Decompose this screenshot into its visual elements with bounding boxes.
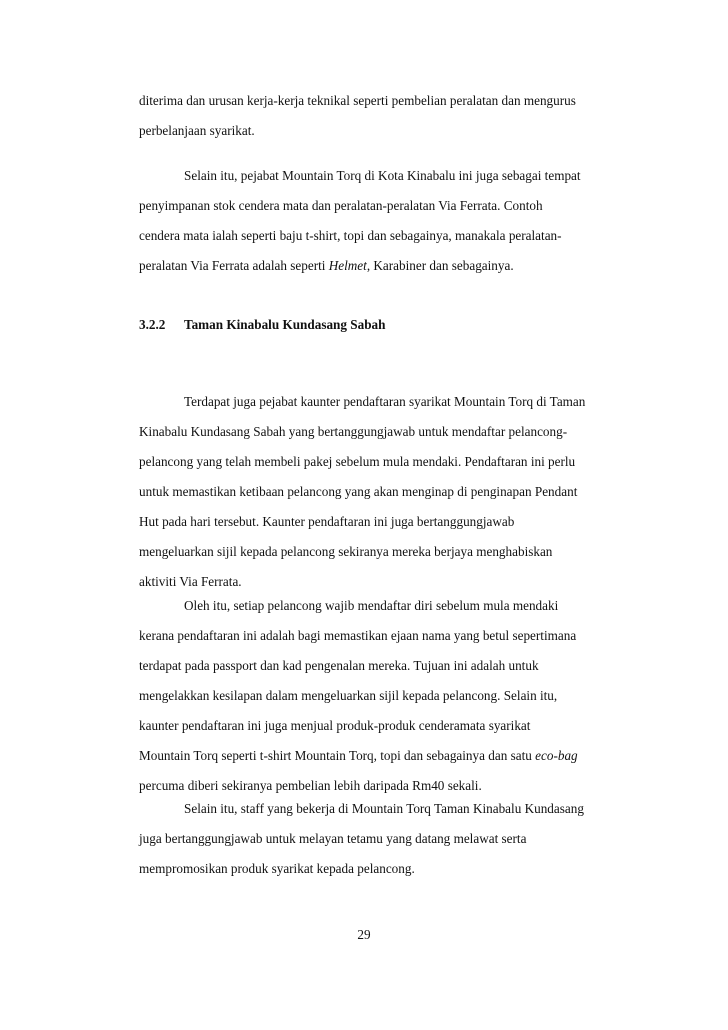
text-line: pelancong yang telah membeli pakej sebelum mula mendaki. Pendaftaran ini perlu (139, 454, 576, 469)
section-title: Taman Kinabalu Kundasang Sabah (184, 317, 386, 332)
text-line: Terdapat juga pejabat kaunter pendaftaran syarikat Mountain Torq di Taman (184, 394, 586, 409)
text-line: kerana pendaftaran ini adalah bagi memastikan ejaan nama yang betul sepertimana (139, 628, 577, 643)
text-line: aktiviti Via Ferrata. (139, 574, 242, 589)
text-line: perbelanjaan syarikat. (139, 123, 255, 138)
page-number: 29 (357, 927, 371, 942)
section-heading (139, 314, 385, 336)
text-line: untuk memastikan ketibaan pelancong yang akan menginap di penginapan Pendant (139, 484, 578, 499)
text-segment: , Karabiner dan sebagainya. (366, 258, 514, 273)
text-line: mengeluarkan sijil kepada pelancong sekiranya mereka berjaya menghabiskan (139, 544, 553, 559)
text-line: Selain itu, staff yang bekerja di Mountain Torq Taman Kinabalu Kundasang (184, 801, 584, 816)
text-line: cendera mata ialah seperti baju t-shirt, topi dan sebagainya, manakala peralatan- (139, 228, 562, 243)
text-line (139, 251, 644, 281)
text-line: penyimpanan stok cendera mata dan peralatan-peralatan Via Ferrata. Contoh (139, 198, 543, 213)
text-line: mengelakkan kesilapan dalam mengeluarkan sijil kepada pelancong. Selain itu, (139, 688, 558, 703)
section-number: 3.2.2 (139, 317, 166, 332)
paragraph-5 (139, 794, 644, 884)
text-line: juga bertanggungjawab untuk melayan tetamu yang datang melawat serta (139, 831, 527, 846)
text-line: kaunter pendaftaran ini juga menjual produk-produk cenderamata syarikat (139, 718, 531, 733)
text-segment: Mountain Torq seperti t-shirt Mountain Torq, topi dan sebagainya dan satu (139, 748, 536, 763)
text-line: Oleh itu, setiap pelancong wajib mendaftar diri sebelum mula mendaki (184, 598, 559, 613)
paragraph-3 (139, 387, 644, 597)
text-line (139, 741, 644, 771)
text-line: diterima dan urusan kerja-kerja teknikal seperti pembelian peralatan dan mengurus (139, 93, 576, 108)
text-line: percuma diberi sekiranya pembelian lebih daripada Rm40 sekali. (139, 778, 482, 793)
text-line: mempromosikan produk syarikat kepada pelancong. (139, 861, 415, 876)
paragraph-1 (139, 86, 644, 146)
paragraph-4 (139, 591, 644, 801)
paragraph-2 (139, 161, 644, 281)
italic-term: eco-bag (535, 748, 578, 763)
text-line: Hut pada hari tersebut. Kaunter pendaftaran ini juga bertanggungjawab (139, 514, 515, 529)
text-line: terdapat pada passport dan kad pengenalan mereka. Tujuan ini adalah untuk (139, 658, 539, 673)
text-line: Selain itu, pejabat Mountain Torq di Kota Kinabalu ini juga sebagai tempat (184, 168, 581, 183)
text-line: Kinabalu Kundasang Sabah yang bertanggungjawab untuk mendaftar pelancong- (139, 424, 568, 439)
italic-term: Helmet (328, 258, 367, 273)
text-segment: peralatan Via Ferrata adalah seperti (139, 258, 329, 273)
